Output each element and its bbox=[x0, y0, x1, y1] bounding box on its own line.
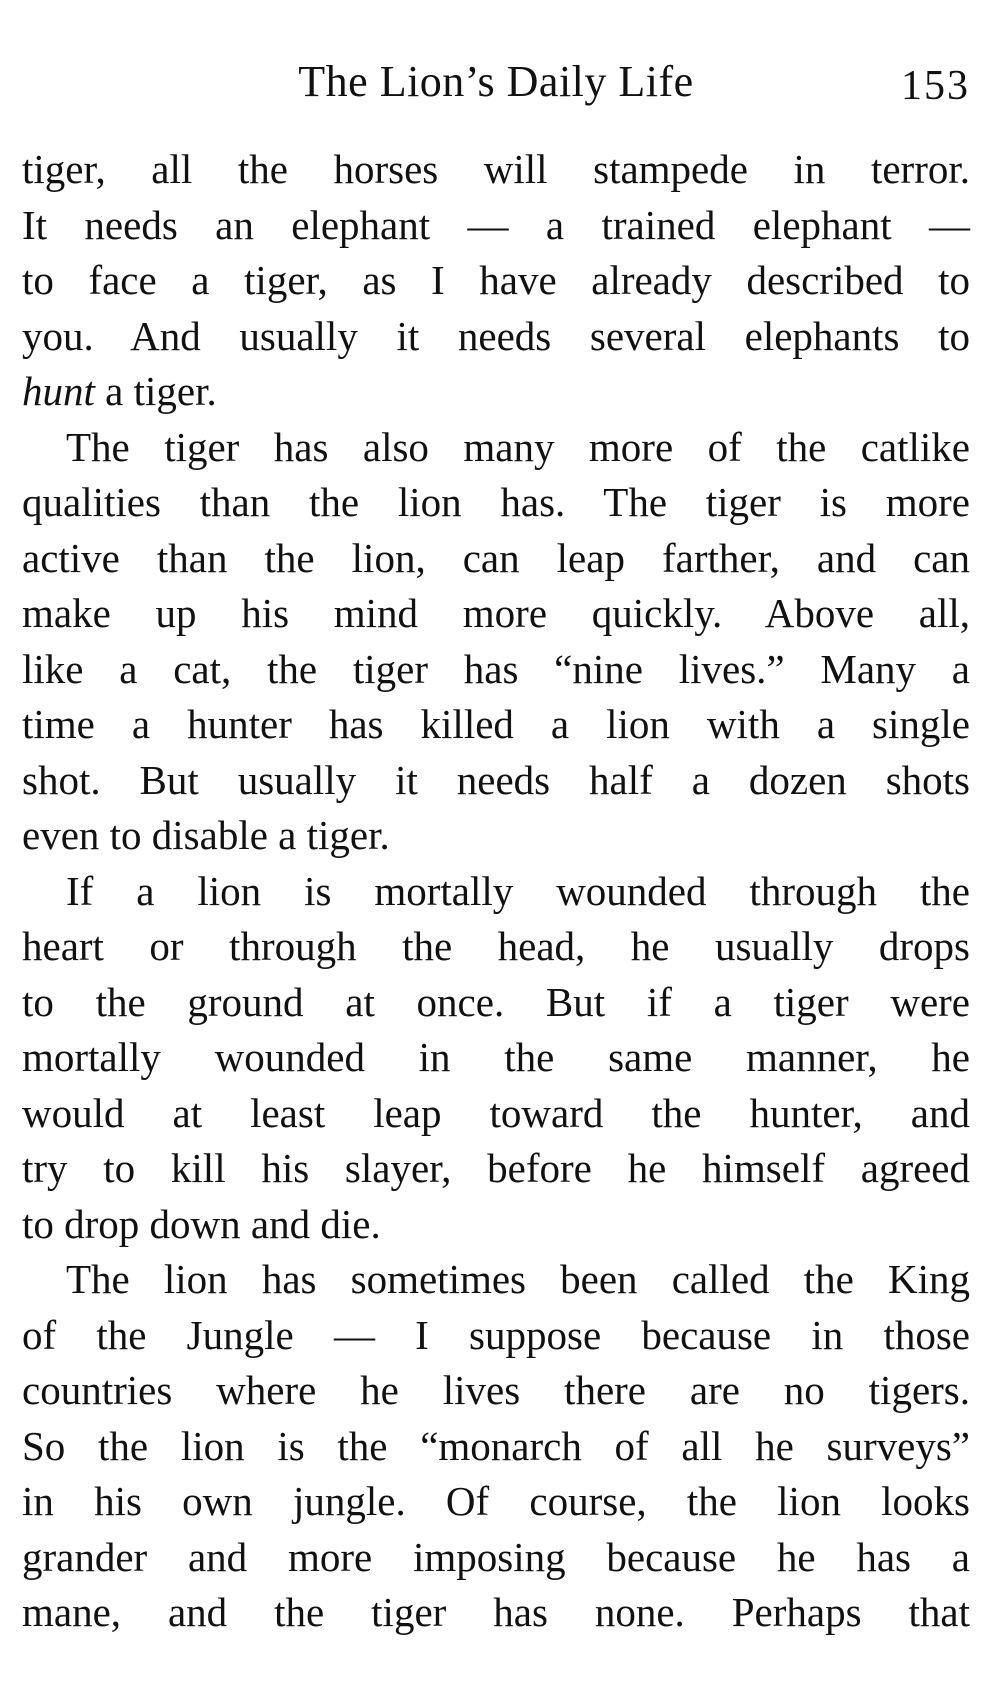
text-line: you. And usually it needs several elephants to bbox=[22, 312, 970, 359]
text-line: qualities than the lion has. The tiger is more bbox=[22, 479, 970, 525]
text-fragment: a tiger. bbox=[94, 368, 217, 414]
text-line: like a cat, the tiger has “nine lives.” Many a bbox=[22, 645, 970, 692]
text-line: shot. But usually it needs half a dozen shots bbox=[22, 756, 970, 803]
text-line: to face a tiger, as I have already described to bbox=[22, 257, 970, 303]
text-line: of the Jungle — I suppose because in those bbox=[22, 1311, 970, 1358]
text-line: make up his mind more quickly. Above all, bbox=[22, 590, 970, 636]
text-line: mane, and the tiger has none. Perhaps that bbox=[22, 1589, 970, 1635]
text-line: in his own jungle. Of course, the lion looks bbox=[22, 1478, 970, 1524]
text-line: tiger, all the horses will stampede in terror. bbox=[22, 146, 970, 192]
text-line: heart or through the head, he usually drops bbox=[22, 923, 970, 969]
paragraph-3 bbox=[22, 864, 970, 1253]
page-number: 153 bbox=[901, 63, 970, 109]
text-line: If a lion is mortally wounded through the bbox=[66, 867, 970, 914]
running-title: The Lion’s Daily Life bbox=[298, 57, 694, 106]
text-line: active than the lion, can leap farther, and can bbox=[22, 534, 970, 581]
paragraph-2 bbox=[22, 420, 970, 864]
text-line: try to kill his slayer, before he himself agreed bbox=[22, 1145, 970, 1191]
paragraph-1 bbox=[22, 142, 970, 420]
text-line bbox=[22, 364, 970, 420]
running-head bbox=[22, 52, 970, 112]
text-line: to drop down and die. bbox=[22, 1200, 381, 1247]
text-line: It needs an elephant — a trained elephant — bbox=[22, 201, 970, 248]
text-line: grander and more imposing because he has a bbox=[22, 1533, 970, 1580]
text-line: countries where he lives there are no tigers. bbox=[22, 1367, 970, 1413]
text-line: would at least leap toward the hunter, and bbox=[22, 1089, 970, 1136]
paragraph-4 bbox=[22, 1252, 970, 1641]
text-line: The lion has sometimes been called the King bbox=[66, 1256, 970, 1302]
text-line: The tiger has also many more of the catlike bbox=[66, 423, 970, 470]
text-line: to the ground at once. But if a tiger were bbox=[22, 978, 970, 1025]
text-line: mortally wounded in the same manner, he bbox=[22, 1034, 970, 1080]
body-text bbox=[22, 142, 970, 1641]
text-line: time a hunter has killed a lion with a single bbox=[22, 701, 970, 747]
text-line: So the lion is the “monarch of all he surveys” bbox=[22, 1422, 970, 1469]
italic-word: hunt bbox=[22, 368, 95, 414]
text-line: even to disable a tiger. bbox=[22, 812, 390, 858]
